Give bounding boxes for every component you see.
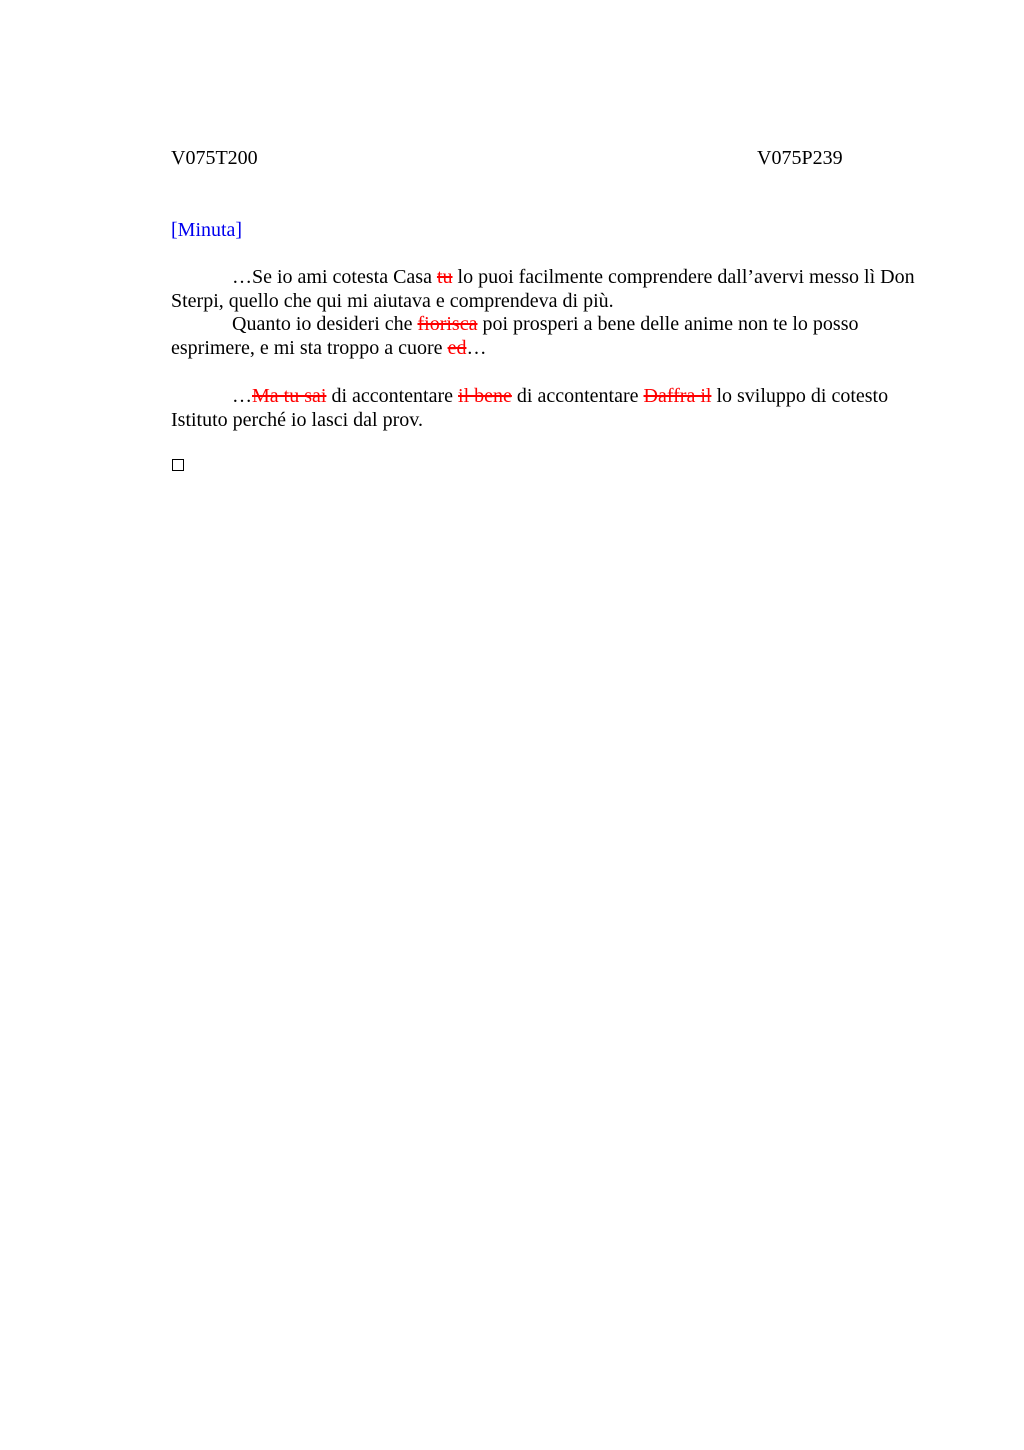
text-segment: … — [466, 336, 487, 359]
deleted-text: Ma tu sai — [252, 385, 327, 407]
text-segment: di accontentare — [511, 385, 644, 407]
text-segment: poi prosperi a bene delle anime non te lo posso esprimere, e mi sta troppo a cuore — [171, 313, 859, 359]
text-segment: lo puoi facilmente comprendere dall’avervi messo lì Don Sterpi, quello che qui mi aiutava e comprendeva di più. — [171, 266, 915, 312]
text-segment: lo sviluppo di cotesto Istituto perché io lasci dal prov. — [171, 385, 889, 431]
deleted-text: tu — [436, 266, 453, 288]
section-heading: [Minuta] — [171, 219, 243, 241]
deleted-text: ed — [447, 336, 467, 359]
paragraph — [171, 313, 921, 360]
empty-square-icon — [172, 459, 184, 471]
text-segment: …Se io ami cotesta Casa — [232, 266, 437, 288]
paragraph — [171, 385, 921, 432]
deleted-text: Daffra il — [643, 385, 712, 407]
paragraph — [171, 266, 921, 313]
text-segment: di accontentare — [326, 385, 459, 407]
document-code-left: V075T200 — [171, 147, 258, 169]
text-segment: Quanto io desideri che — [232, 313, 418, 335]
document-code-right: V075P239 — [757, 147, 843, 169]
text-segment: … — [232, 385, 252, 407]
deleted-text: il bene — [458, 385, 512, 407]
deleted-text: fiorisca — [417, 313, 478, 335]
